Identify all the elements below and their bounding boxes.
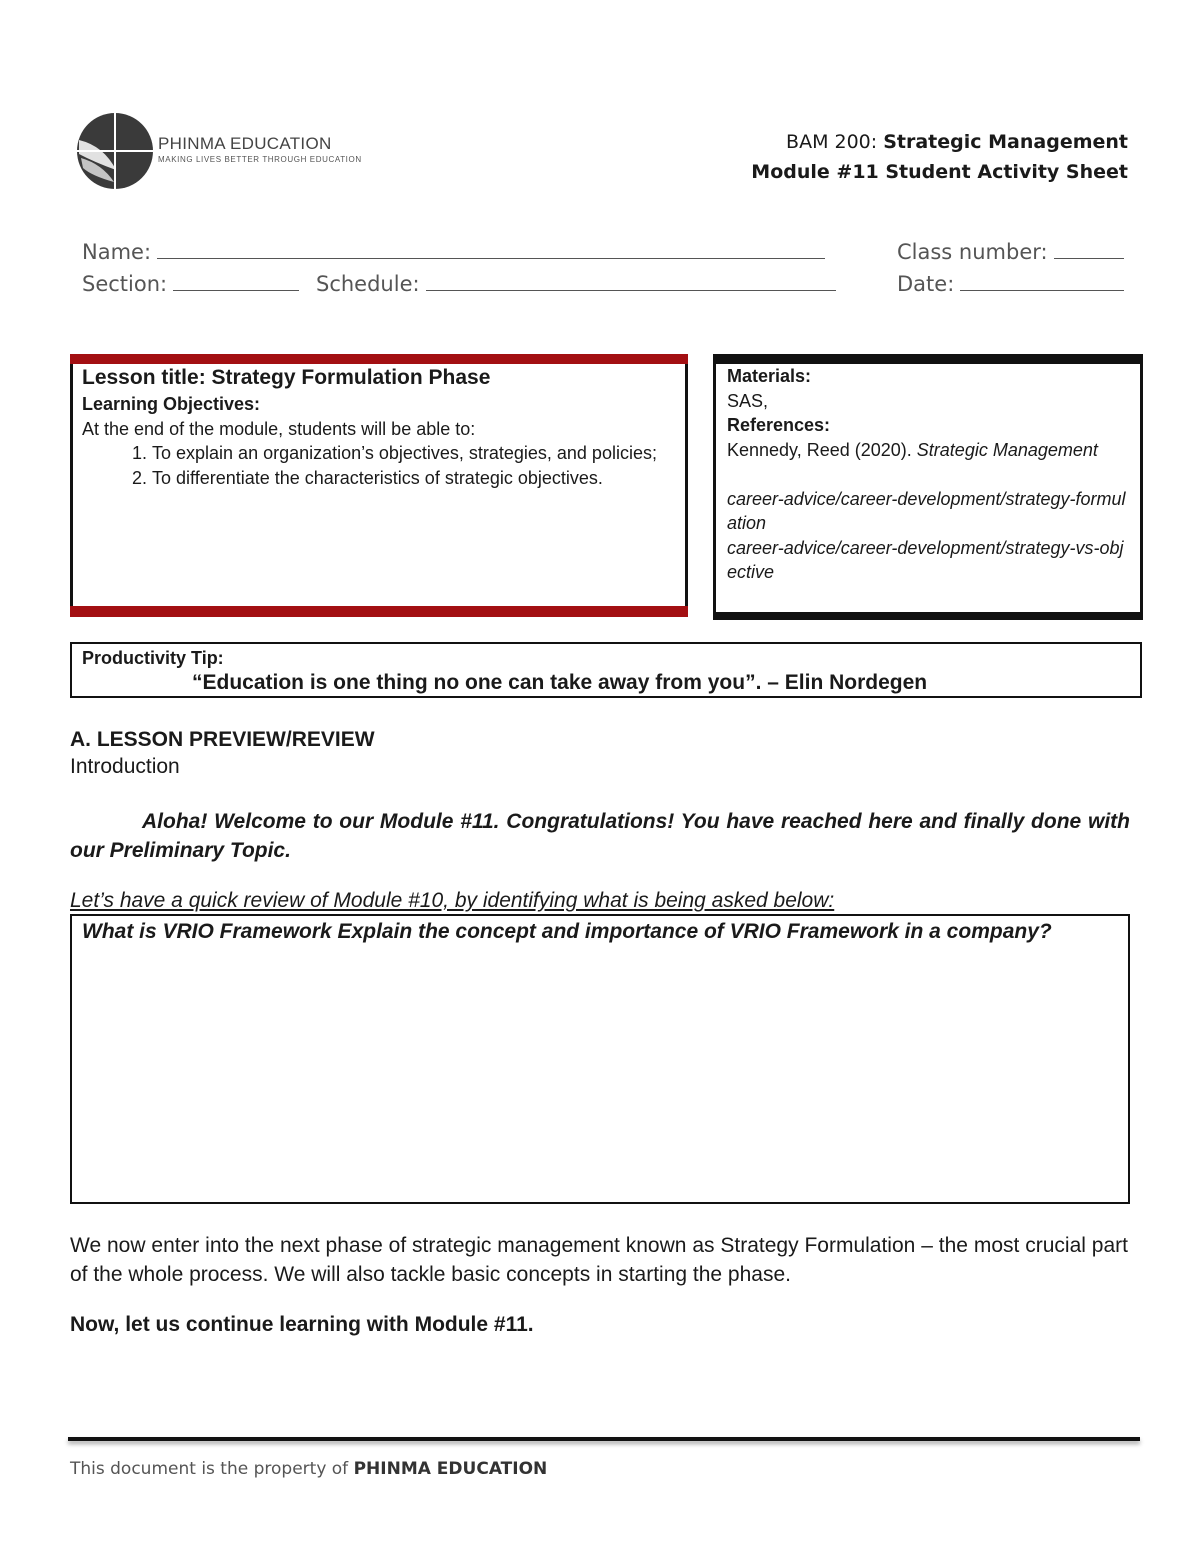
class-number-blank[interactable]	[1054, 240, 1124, 259]
name-label: Name:	[82, 240, 152, 264]
welcome-text: Aloha! Welcome to our Module #11. Congratulations! You have reached here and finally done with our Preliminary Topic.	[70, 810, 1130, 862]
lesson-title: Lesson title: Strategy Formulation Phase	[82, 366, 491, 389]
logo-globe-icon	[74, 110, 156, 192]
references-heading: References:	[727, 415, 831, 435]
course-name: Strategic Management	[883, 131, 1128, 153]
reference-author: Kennedy, Reed (2020).	[727, 439, 917, 460]
footer-divider	[68, 1437, 1140, 1441]
date-blank[interactable]	[960, 272, 1124, 291]
introduction-subheading: Introduction	[70, 755, 180, 778]
objectives-heading: Learning Objectives:	[82, 394, 261, 414]
lesson-content	[82, 364, 682, 490]
answer-box[interactable]	[70, 914, 1130, 1204]
name-blank[interactable]	[157, 240, 825, 259]
footer	[70, 1459, 547, 1479]
review-question: What is VRIO Framework Explain the concept and importance of VRIO Framework in a company?	[82, 920, 1052, 943]
footer-owner: PHINMA EDUCATION	[353, 1459, 548, 1479]
reference-entry	[727, 438, 1132, 463]
class-number-label: Class number:	[897, 240, 1048, 264]
materials-value: SAS,	[727, 390, 769, 411]
schedule-blank[interactable]	[426, 272, 836, 291]
section-a-heading: A. LESSON PREVIEW/REVIEW	[70, 728, 375, 751]
class-number-field	[897, 240, 1124, 264]
objectives-intro: At the end of the module, students will be able to:	[82, 418, 476, 439]
section-blank[interactable]	[173, 272, 299, 291]
logo-name: PHINMA EDUCATION	[158, 134, 332, 153]
tip-label: Productivity Tip:	[82, 648, 224, 668]
logo-tagline: MAKING LIVES BETTER THROUGH EDUCATION	[158, 155, 362, 164]
module-title: Module #11 Student Activity Sheet	[751, 161, 1128, 183]
materials-content	[727, 364, 1132, 585]
lesson-box-top-bar	[70, 354, 688, 364]
date-field	[897, 272, 1124, 296]
section-label: Section:	[82, 272, 168, 296]
review-prompt: Let’s have a quick review of Module #10, by identifying what is being asked below:	[70, 889, 835, 912]
course-code: BAM 200:	[786, 131, 878, 153]
materials-heading: Materials:	[727, 366, 812, 386]
course-title	[786, 131, 1128, 153]
footer-text: This document is the property of	[70, 1459, 354, 1479]
reference-link[interactable]: career-advice/career-development/strategy-vs-objective	[727, 537, 1124, 582]
section-field	[82, 272, 299, 296]
reference-link[interactable]: career-advice/career-development/strategy-formulation	[727, 488, 1126, 533]
schedule-field	[316, 272, 836, 296]
continue-text: Now, let us continue learning with Module #11.	[70, 1313, 534, 1336]
lesson-box-bottom-bar	[70, 606, 688, 617]
objective-item: 1. To explain an organization’s objectives, strategies, and policies;	[152, 441, 682, 466]
date-label: Date:	[897, 272, 955, 296]
objective-item: 2. To differentiate the characteristics of strategic objectives.	[152, 466, 682, 491]
phase-paragraph: We now enter into the next phase of strategic management known as Strategy Formulation – the most crucial part of the whole process. We will also tackle basic concepts in starting the phase.	[70, 1234, 1128, 1286]
name-field	[82, 240, 825, 264]
schedule-label: Schedule:	[316, 272, 420, 296]
objectives-list	[82, 441, 682, 490]
tip-quote: “Education is one thing no one can take away from you”. – Elin Nordegen	[192, 671, 928, 694]
reference-title: Strategic Management	[916, 439, 1098, 460]
